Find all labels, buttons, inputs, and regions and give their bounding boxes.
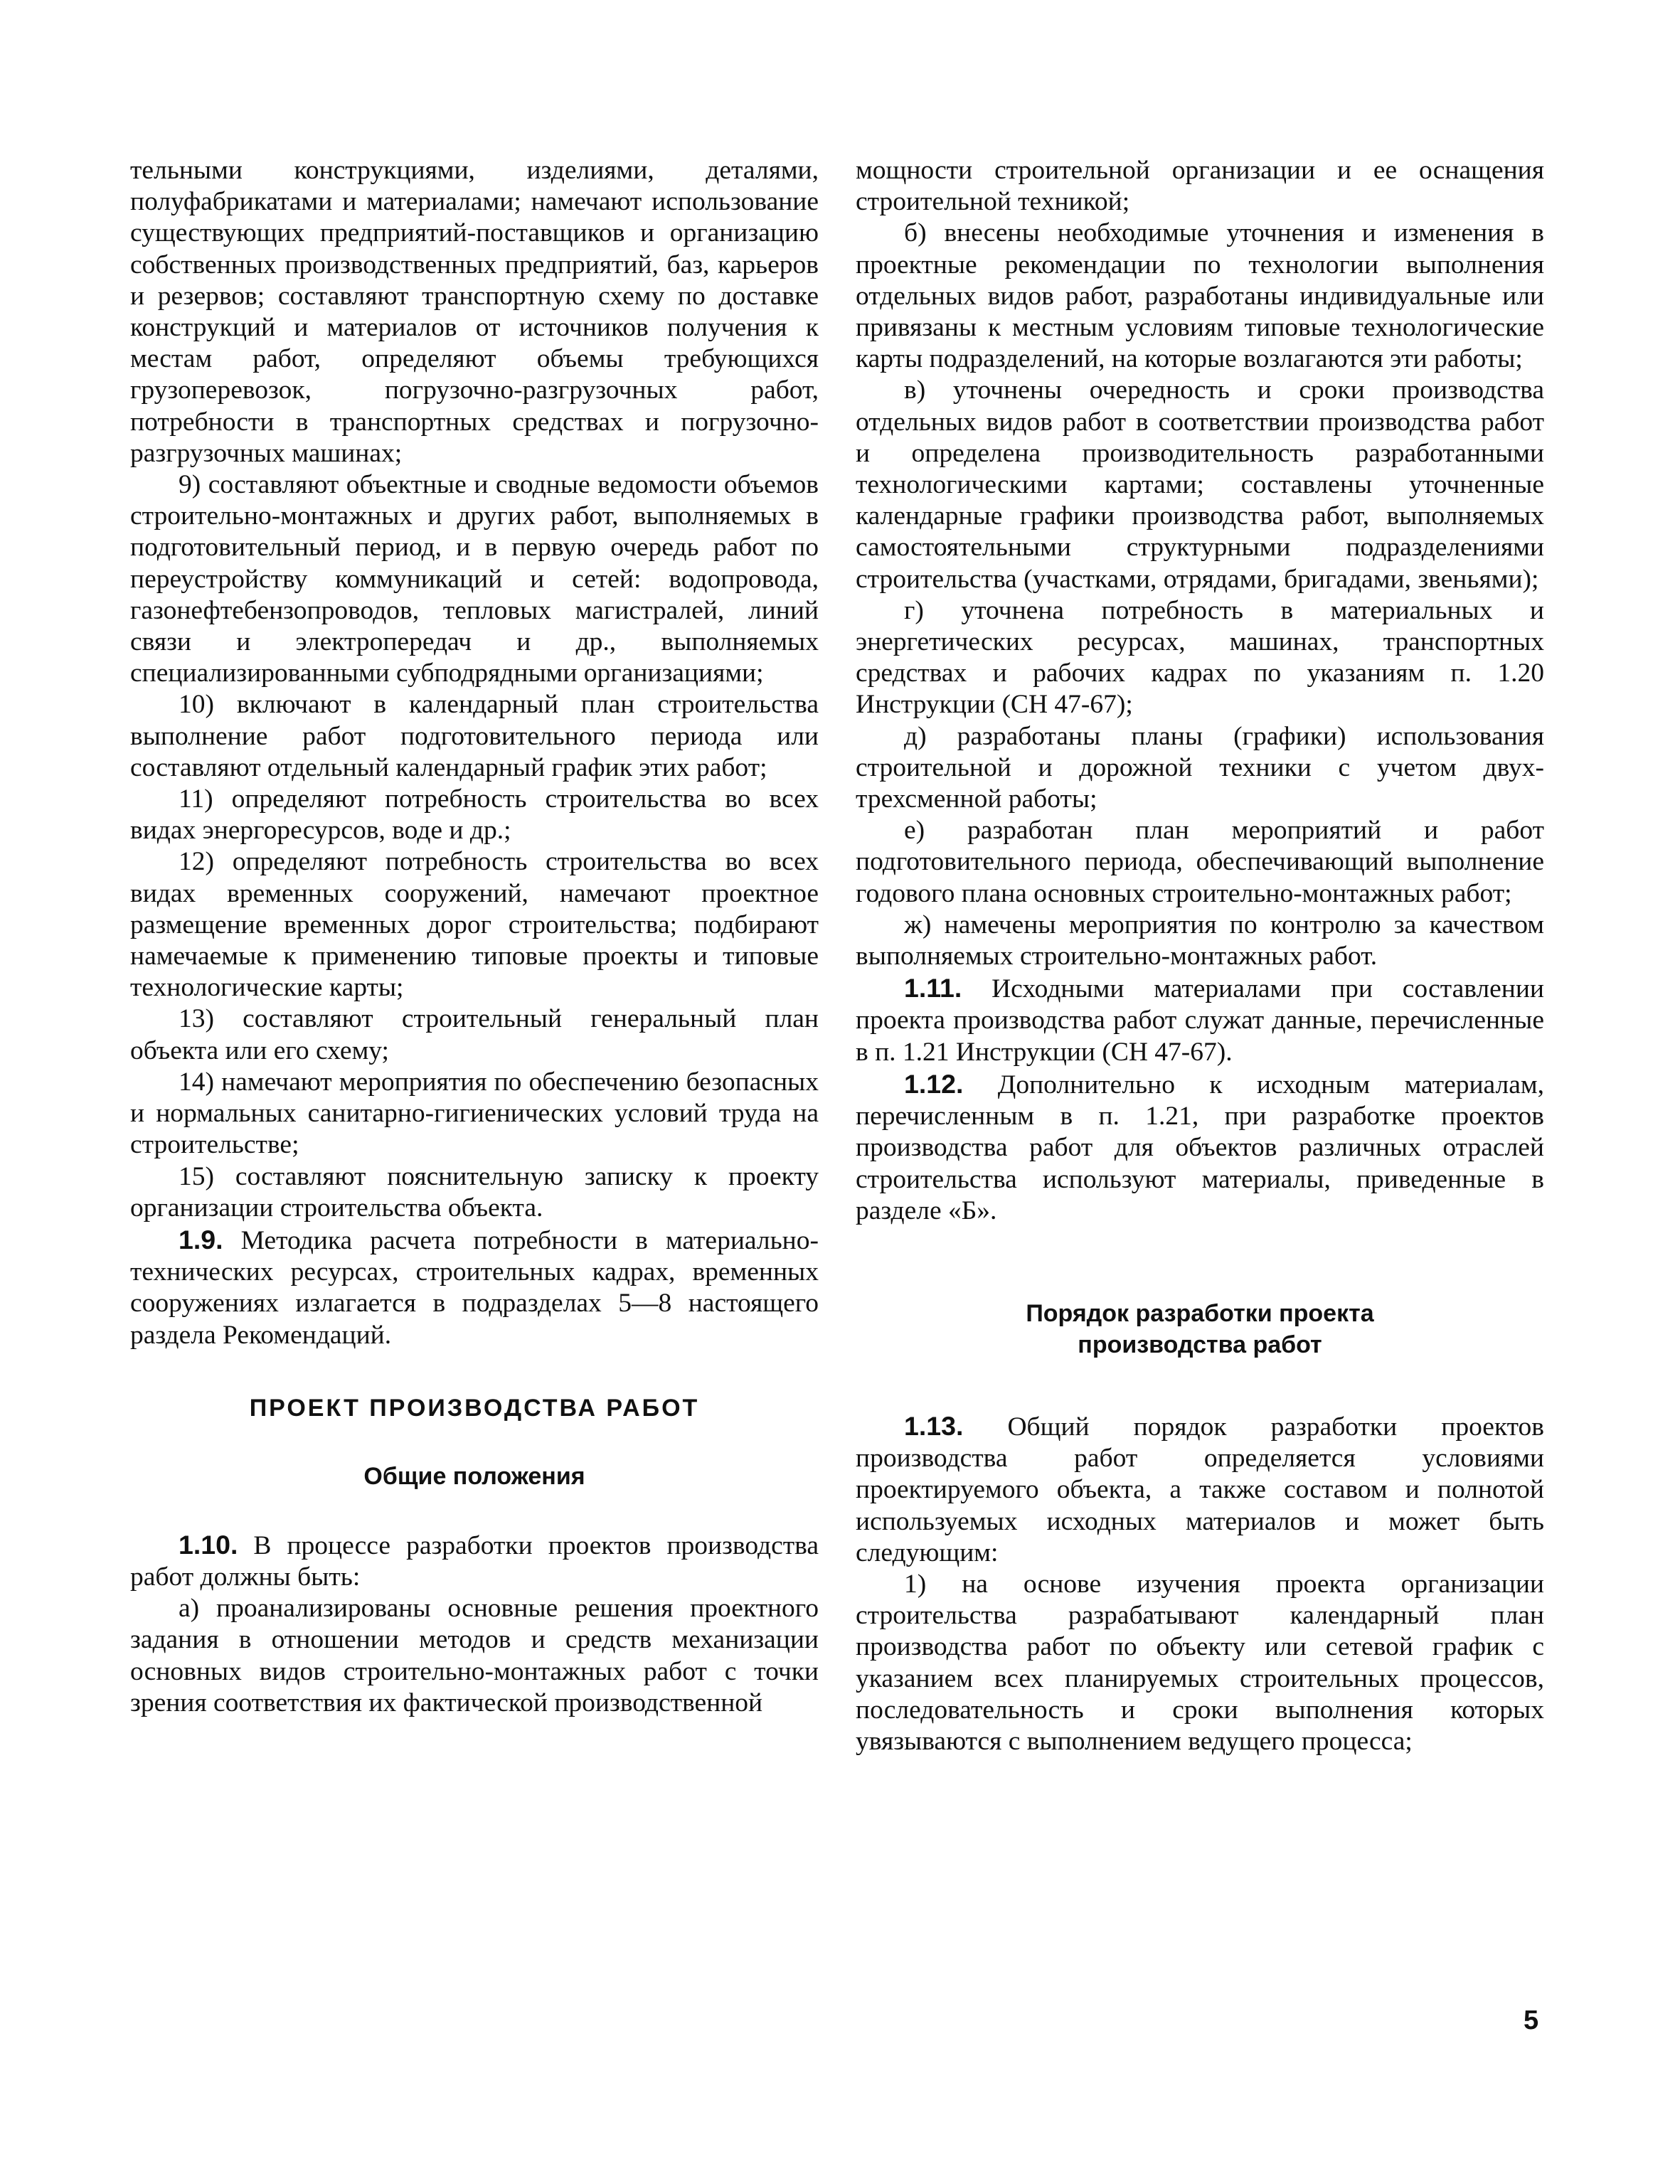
section-number: 1.10. <box>179 1529 238 1560</box>
heading-line-1: Порядок разработки проекта <box>1026 1299 1374 1327</box>
page-number: 5 <box>1524 2005 1539 2035</box>
paragraph-item-v: в) уточнены очередность и сроки производства отдельных видов работ в соответствии производства работ и определена производительность разработанными технологическими картами; составлены уточненные календарные графики производства работ, выполняемых самостоятельными структурными подразделениями строительства (участками, отрядами, бригадами, звеньями); <box>856 375 1544 594</box>
paragraph-item-e: е) разработан план мероприятий и работ подготовительного периода, обеспечивающий выполнение годового плана основных строительно-монтажных работ; <box>856 816 1544 908</box>
paragraph-continuation: тельными конструкциями, изделиями, деталями, полуфабрикатами и материалами; намечают использование существующих предприятий-поставщиков и организацию собственных производственных предприятий, баз, карьеров и резервов; составляют транспортную схему по доставке конструкций и материалов от источников получения к местам работ, определяют объемы требующихся грузоперевозок, погрузочно-разгрузочных работ, потребности в транспортных средствах и погрузочно-разгрузочных машинах; <box>130 156 819 468</box>
section-heading: ПРОЕКТ ПРОИЗВОДСТВА РАБОТ <box>249 1394 700 1422</box>
paragraph-text: Дополнительно к исходным материалам, перечисленным в п. 1.21, при разработке проектов производства работ для объектов различных отраслей строительства используют материалы, приведенные в разделе «Б». <box>856 1070 1544 1225</box>
paragraph-item-zh: ж) намечены мероприятия по контролю за качеством выполняемых строительно-монтажных работ. <box>856 910 1544 971</box>
section-number: 1.12. <box>904 1068 964 1099</box>
right-column <box>856 155 1544 1757</box>
paragraph-text: Исходными материалами при составлении проекта производства работ служат данные, перечисленные в п. 1.21 Инструкции (СН 47-67). <box>856 974 1544 1067</box>
paragraph-item-14: 14) намечают мероприятия по обеспечению безопасных и нормальных санитарно-гигиенических условий труда на строительстве; <box>130 1067 819 1160</box>
section-number: 1.9. <box>179 1224 223 1255</box>
paragraph-text: Общий порядок разработки проектов производства работ определяется условиями проектируемого объекта, а также составом и полнотой используемых исходных материалов и может быть следующим: <box>856 1412 1544 1567</box>
left-column <box>130 155 819 1719</box>
paragraph-1-13 <box>856 1410 1544 1569</box>
paragraph-item-a: а) проанализированы основные решения проектного задания в отношении методов и средств механизации основных видов строительно-монтажных работ с точки зрения соответствия их фактической производственной <box>130 1594 819 1717</box>
heading-line-2: производства работ <box>1078 1331 1322 1358</box>
section-number: 1.11. <box>904 973 962 1003</box>
paragraph-item-b: б) внесены необходимые уточнения и изменения в проектные рекомендации по технологии выполнения отдельных видов работ, разработаны индивидуальные или привязаны к местным условиям типовые технологические карты подразделений, на которые возлагаются эти работы; <box>856 218 1544 374</box>
paragraph-1-10 <box>130 1529 819 1593</box>
paragraph-item-15: 15) составляют пояснительную записку к проекту организации строительства объекта. <box>130 1161 819 1222</box>
paragraph-1-11 <box>856 972 1544 1068</box>
paragraph-item-12: 12) определяют потребность строительства во всех видах временных сооружений, намечают проектное размещение временных дорог строительства; подбирают намечаемые к применению типовые проекты и типовые технологические карты; <box>130 847 819 1003</box>
subsection-heading <box>856 1298 1544 1360</box>
paragraph-item-d: д) разработаны планы (графики) использования строительной и дорожной техники с учетом двух-трехсменной работы; <box>856 721 1544 814</box>
section-number: 1.13. <box>904 1410 964 1441</box>
paragraph-1-9 <box>130 1224 819 1351</box>
paragraph-item-11: 11) определяют потребность строительства во всех видах энергоресурсов, воде и др.; <box>130 784 819 846</box>
paragraph-continuation: мощности строительной организации и ее оснащения строительной техникой; <box>856 156 1544 217</box>
subsection-heading: Общие положения <box>363 1462 585 1490</box>
paragraph-1-12 <box>856 1068 1544 1227</box>
paragraph-text: В процессе разработки проектов производства работ должны быть: <box>130 1530 819 1592</box>
paragraph-text: Методика расчета потребности в материально-технических ресурсах, строительных кадрах, временных сооружениях излагается в подразделах 5—8 настоящего раздела Рекомендаций. <box>130 1225 819 1350</box>
paragraph-item-13: 13) составляют строительный генеральный план объекта или его схему; <box>130 1004 819 1065</box>
paragraph-item-10: 10) включают в календарный план строительства выполнение работ подготовительного периода или составляют отдельный календарный график этих работ; <box>130 690 819 782</box>
paragraph-item-g: г) уточнена потребность в материальных и энергетических ресурсах, машинах, транспортных средствах и рабочих кадрах по указаниям п. 1.20 Инструкции (СН 47-67); <box>856 595 1544 720</box>
paragraph-item-1: 1) на основе изучения проекта организации строительства разрабатывают календарный план производства работ по объекту или сетевой график с указанием всех планируемых строительных процессов, последовательность и сроки выполнения которых увязываются с выполнением ведущего процесса; <box>856 1569 1544 1756</box>
paragraph-item-9: 9) составляют объектные и сводные ведомости объемов строительно-монтажных и других работ, выполняемых в подготовительный период, и в первую очередь работ по переустройству коммуникаций и сетей: водопровода, газонефтебензопроводов, тепловых магистралей, линий связи и электропередач и др., выполняемых специализированными субподрядными организациями; <box>130 470 819 688</box>
